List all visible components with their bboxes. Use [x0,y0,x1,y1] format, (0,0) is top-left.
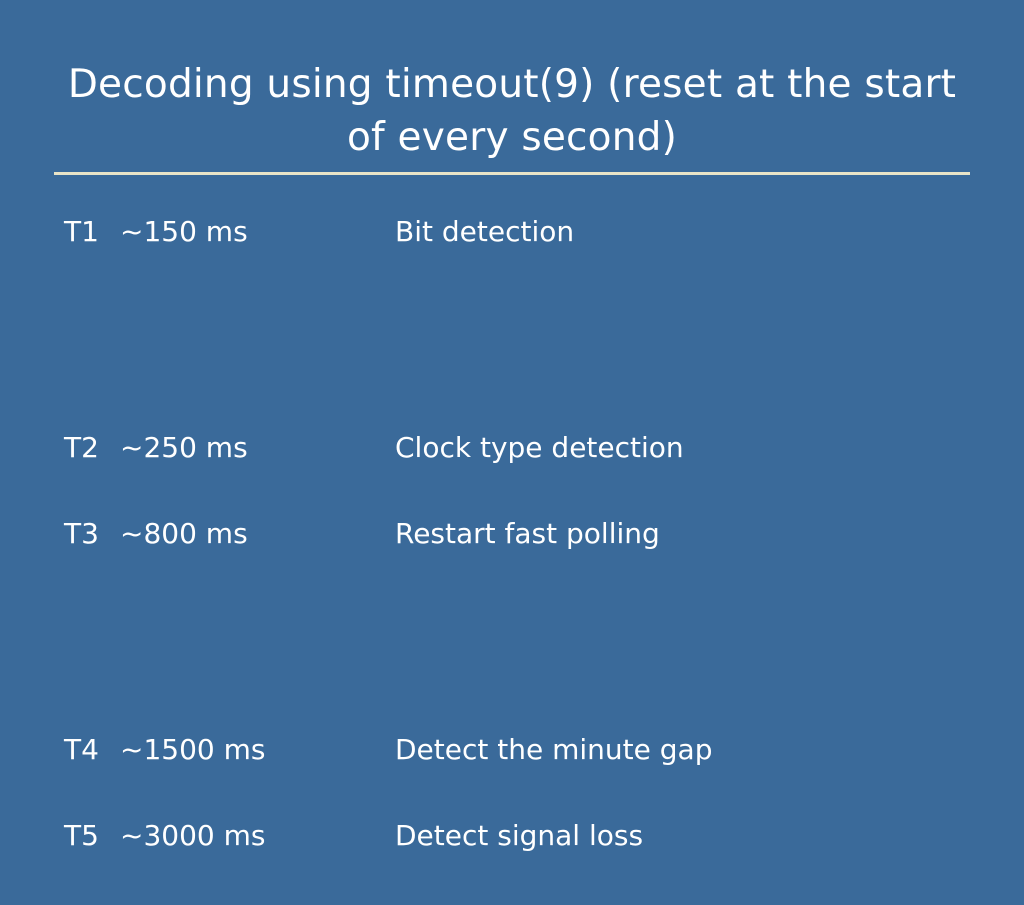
timeout-id: T3 [64,517,99,550]
timeout-description: Clock type detection [395,431,684,464]
table-row [0,215,1024,431]
title-divider [54,172,970,175]
timeout-duration: ~150 ms [120,215,248,248]
timeout-description: Detect signal loss [395,819,644,852]
timeout-description: Restart fast polling [395,517,660,550]
timeout-duration: ~250 ms [120,431,248,464]
page-title: Decoding using timeout(9) (reset at the start of every second) [67,62,957,160]
timeout-id: T5 [64,819,99,852]
table-row [0,819,1024,905]
timeout-table [0,215,1024,905]
timeout-description: Bit detection [395,215,575,248]
timeout-id: T2 [64,431,99,464]
table-row [0,733,1024,819]
table-row [0,517,1024,733]
timeout-description: Detect the minute gap [395,733,713,766]
timeout-duration: ~3000 ms [120,819,266,852]
timeout-duration: ~800 ms [120,517,248,550]
timeout-duration: ~1500 ms [120,733,266,766]
table-row [0,431,1024,517]
timeout-id: T1 [64,215,99,248]
timeout-id: T4 [64,733,99,766]
